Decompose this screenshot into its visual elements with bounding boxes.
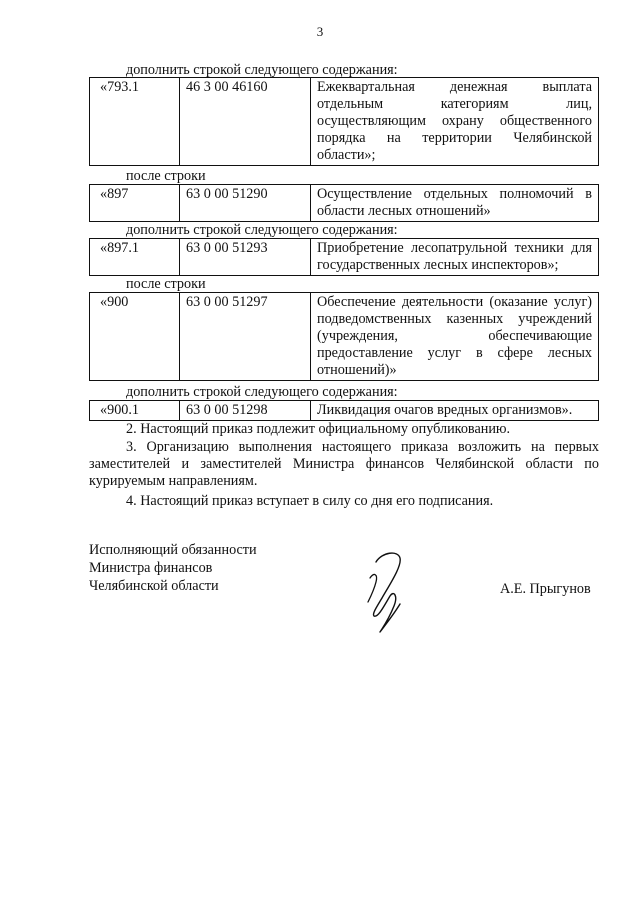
- paragraph-4: 4. Настоящий приказ вступает в силу со дня его подписания.: [126, 493, 494, 509]
- lead-text: после строки: [126, 276, 206, 292]
- handwritten-signature: [360, 548, 420, 638]
- table-row-block: [89, 292, 599, 381]
- table-row: [90, 185, 599, 222]
- table-row-block: [89, 400, 599, 421]
- row-number: «897: [90, 185, 180, 222]
- paragraph-3: 3. Организацию выполнения настоящего приказа возложить на первых заместителей и заместителей Министра финансов Челябинской области по курируемым направлениям.: [89, 439, 599, 489]
- row-number: «793.1: [90, 78, 180, 166]
- row-code: 63 0 00 51297: [180, 293, 311, 381]
- row-description: Обеспечение деятельности (оказание услуг) подведомственных казенных учреждений (учреждения, обеспечивающие предоставление услуг в сфере лесных отношений)»: [311, 293, 599, 381]
- lead-text: дополнить строкой следующего содержания:: [126, 384, 398, 400]
- signatory-position: [89, 541, 257, 595]
- signatory-position-line: Министра финансов: [89, 560, 213, 576]
- table-row: [90, 239, 599, 276]
- table-row-block: [89, 77, 599, 166]
- row-code: 63 0 00 51293: [180, 239, 311, 276]
- table-row: [90, 293, 599, 381]
- paragraph-2: 2. Настоящий приказ подлежит официальному опубликованию.: [126, 421, 511, 437]
- row-number: «900.1: [90, 401, 180, 421]
- lead-text: дополнить строкой следующего содержания:: [126, 62, 398, 78]
- row-description: Ежеквартальная денежная выплата отдельным категориям лиц, осуществляющим охрану общественного порядка на территории Челябинской области»;: [311, 78, 599, 166]
- lead-text: после строки: [126, 168, 206, 184]
- table-row-block: [89, 184, 599, 222]
- row-code: 46 3 00 46160: [180, 78, 311, 166]
- row-code: 63 0 00 51290: [180, 185, 311, 222]
- page-number: 3: [316, 24, 324, 39]
- row-code: 63 0 00 51298: [180, 401, 311, 421]
- table-row: [90, 401, 599, 421]
- row-description: Осуществление отдельных полномочий в области лесных отношений»: [311, 185, 599, 222]
- signatory-position-line: Челябинской области: [89, 578, 219, 594]
- row-description: Ликвидация очагов вредных организмов».: [311, 401, 599, 421]
- row-description: Приобретение лесопатрульной техники для государственных лесных инспекторов»;: [311, 239, 599, 276]
- lead-text: дополнить строкой следующего содержания:: [126, 222, 398, 238]
- signatory-name: А.Е. Прыгунов: [500, 581, 591, 597]
- table-row: [90, 78, 599, 166]
- table-row-block: [89, 238, 599, 276]
- signatory-position-line: Исполняющий обязанности: [89, 542, 257, 558]
- row-number: «900: [90, 293, 180, 381]
- row-number: «897.1: [90, 239, 180, 276]
